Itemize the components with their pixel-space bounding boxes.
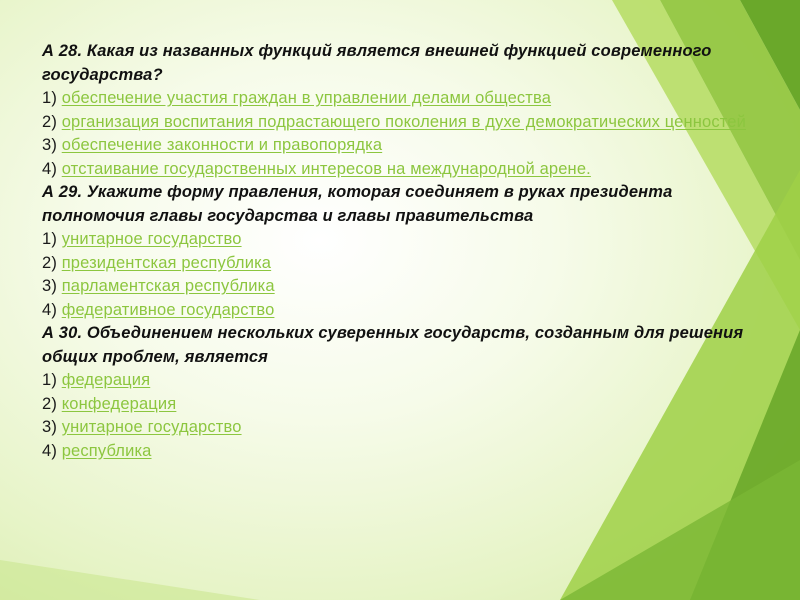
option-1 [42, 87, 762, 111]
option-link[interactable]: республика [61, 441, 152, 460]
option-link[interactable]: парламентская республика [61, 277, 275, 295]
option-number: 4) [42, 441, 57, 460]
quiz-content [42, 40, 762, 463]
option-number: 1) [42, 230, 57, 248]
option-number: 4) [42, 300, 57, 319]
option-link[interactable]: конфедерация [61, 394, 177, 413]
option-number: 1) [42, 371, 57, 389]
option-number: 3) [42, 136, 57, 154]
option-2 [42, 111, 762, 135]
question-text: А 28. Какая из названных функций является внешней функцией современного государства? [42, 42, 712, 84]
question-30 [42, 322, 762, 463]
option-link[interactable]: обеспечение законности и правопорядка [61, 136, 383, 154]
option-link[interactable]: федерация [61, 371, 151, 389]
option-2 [42, 393, 762, 417]
question-text: А 30. Объединением нескольких суверенных государств, созданным для решения общих проблем, является [42, 324, 744, 366]
option-4 [42, 158, 762, 182]
option-number: 2) [42, 253, 57, 272]
option-link[interactable]: отстаивание государственных интересов на международной арене. [61, 159, 591, 178]
option-4 [42, 440, 762, 464]
option-number: 3) [42, 277, 57, 295]
option-link[interactable]: президентская республика [61, 253, 272, 272]
question-29 [42, 181, 762, 322]
option-number: 2) [42, 394, 57, 413]
option-link[interactable]: унитарное государство [61, 418, 242, 436]
option-link[interactable]: организация воспитания подрастающего поколения в духе демократических ценностей [61, 112, 746, 131]
option-number: 3) [42, 418, 57, 436]
green-wedge-bottom-left [0, 560, 260, 600]
option-number: 4) [42, 159, 57, 178]
option-link[interactable]: унитарное государство [61, 230, 242, 248]
question-text: А 29. Укажите форму правления, которая соединяет в руках президента полномочия главы государства и главы правительства [42, 183, 673, 225]
option-link[interactable]: федеративное государство [61, 300, 275, 319]
option-3 [42, 416, 762, 440]
option-number: 1) [42, 89, 57, 107]
option-2 [42, 252, 762, 276]
option-3 [42, 134, 762, 158]
option-3 [42, 275, 762, 299]
option-1 [42, 369, 762, 393]
option-link[interactable]: обеспечение участия граждан в управлении делами общества [61, 89, 552, 107]
option-number: 2) [42, 112, 57, 131]
option-4 [42, 299, 762, 323]
question-28 [42, 40, 762, 181]
option-1 [42, 228, 762, 252]
